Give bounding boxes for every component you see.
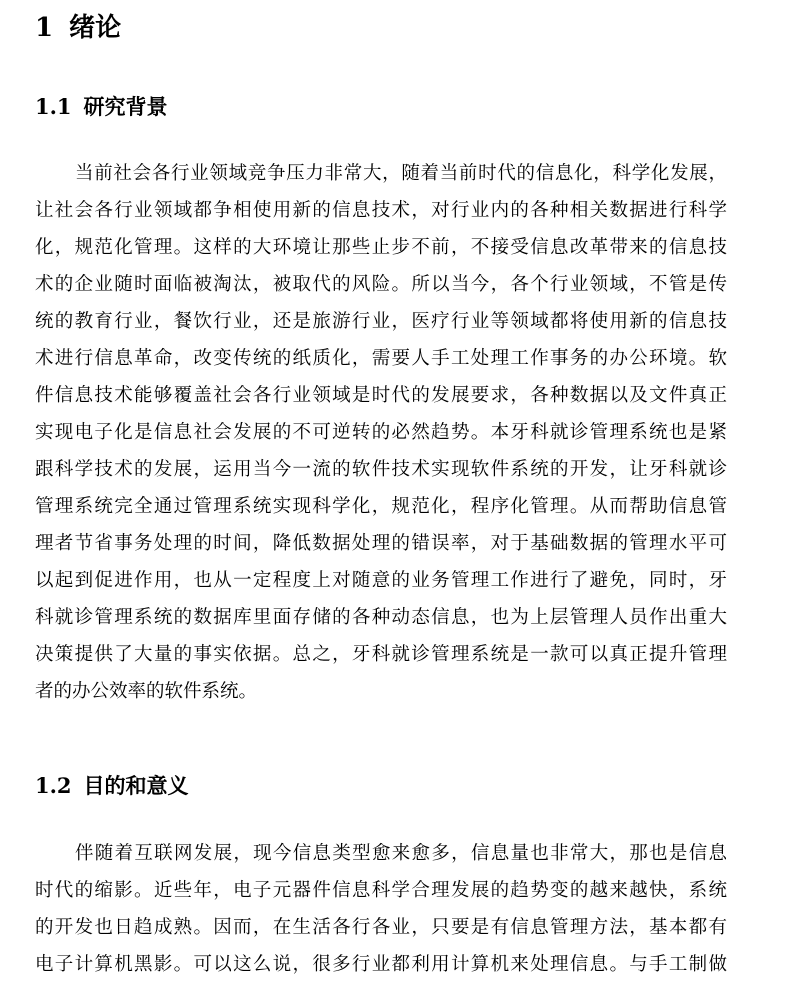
paragraph-line: 决策提供了大量的事实依据。总之，牙科就诊管理系统是一款可以真正提升管理 [35, 644, 727, 665]
paragraph-purpose [35, 835, 727, 983]
paragraph-line: 以起到促进作用，也从一定程度上对随意的业务管理工作进行了避免，同时，牙 [35, 570, 727, 591]
paragraph-line: 实现电子化是信息社会发展的不可逆转的必然趋势。本牙科就诊管理系统也是紧 [35, 422, 727, 443]
paragraph-line: 件信息技术能够覆盖社会各行业领域是时代的发展要求，各种数据以及文件真正 [35, 385, 727, 406]
section-heading-background [35, 92, 168, 122]
section-title: 研究背景 [83, 94, 168, 119]
paragraph-line: 者的办公效率的软件系统。 [35, 681, 258, 702]
paragraph-line: 时代的缩影。近些年，电子元器件信息科学合理发展的趋势变的越来越快，系统 [35, 880, 727, 901]
paragraph-line: 术进行信息革命，改变传统的纸质化，需要人手工处理工作事务的办公环境。软 [35, 348, 727, 369]
paragraph-background [35, 155, 727, 710]
section-number: 1.2 [35, 773, 72, 798]
chapter-title: 绪论 [69, 13, 122, 43]
paragraph-line: 理者节省事务处理的时间，降低数据处理的错误率，对于基础数据的管理水平可 [35, 533, 727, 554]
paragraph-line: 让社会各行业领域都争相使用新的信息技术，对行业内的各种相关数据进行科学 [35, 200, 727, 221]
paragraph-line: 术的企业随时面临被淘汰，被取代的风险。所以当今，各个行业领域，不管是传 [35, 274, 727, 295]
section-title: 目的和意义 [83, 773, 189, 798]
paragraph-line: 跟科学技术的发展，运用当今一流的软件技术实现软件系统的开发，让牙科就诊 [35, 459, 727, 480]
paragraph-line: 统的教育行业，餐饮行业，还是旅游行业，医疗行业等领域都将使用新的信息技 [35, 311, 727, 332]
chapter-heading [35, 8, 121, 48]
paragraph-line: 电子计算机黑影。可以这么说，很多行业都利用计算机来处理信息。与手工制做 [35, 954, 727, 975]
section-number: 1.1 [35, 94, 72, 119]
paragraph-line: 化，规范化管理。这样的大环境让那些止步不前，不接受信息改革带来的信息技 [35, 237, 727, 258]
section-heading-purpose [35, 771, 189, 801]
paragraph-line: 伴随着互联网发展，现今信息类型愈来愈多，信息量也非常大，那也是信息 [75, 843, 727, 864]
paragraph-line: 当前社会各行业领域竞争压力非常大，随着当前时代的信息化，科学化发展， [75, 163, 727, 184]
chapter-number: 1 [35, 13, 54, 43]
paragraph-line: 科就诊管理系统的数据库里面存储的各种动态信息，也为上层管理人员作出重大 [35, 607, 727, 628]
paragraph-line: 的开发也日趋成熟。因而，在生活各行各业，只要是有信息管理方法，基本都有 [35, 917, 727, 938]
paragraph-line: 管理系统完全通过管理系统实现科学化，规范化，程序化管理。从而帮助信息管 [35, 496, 727, 517]
